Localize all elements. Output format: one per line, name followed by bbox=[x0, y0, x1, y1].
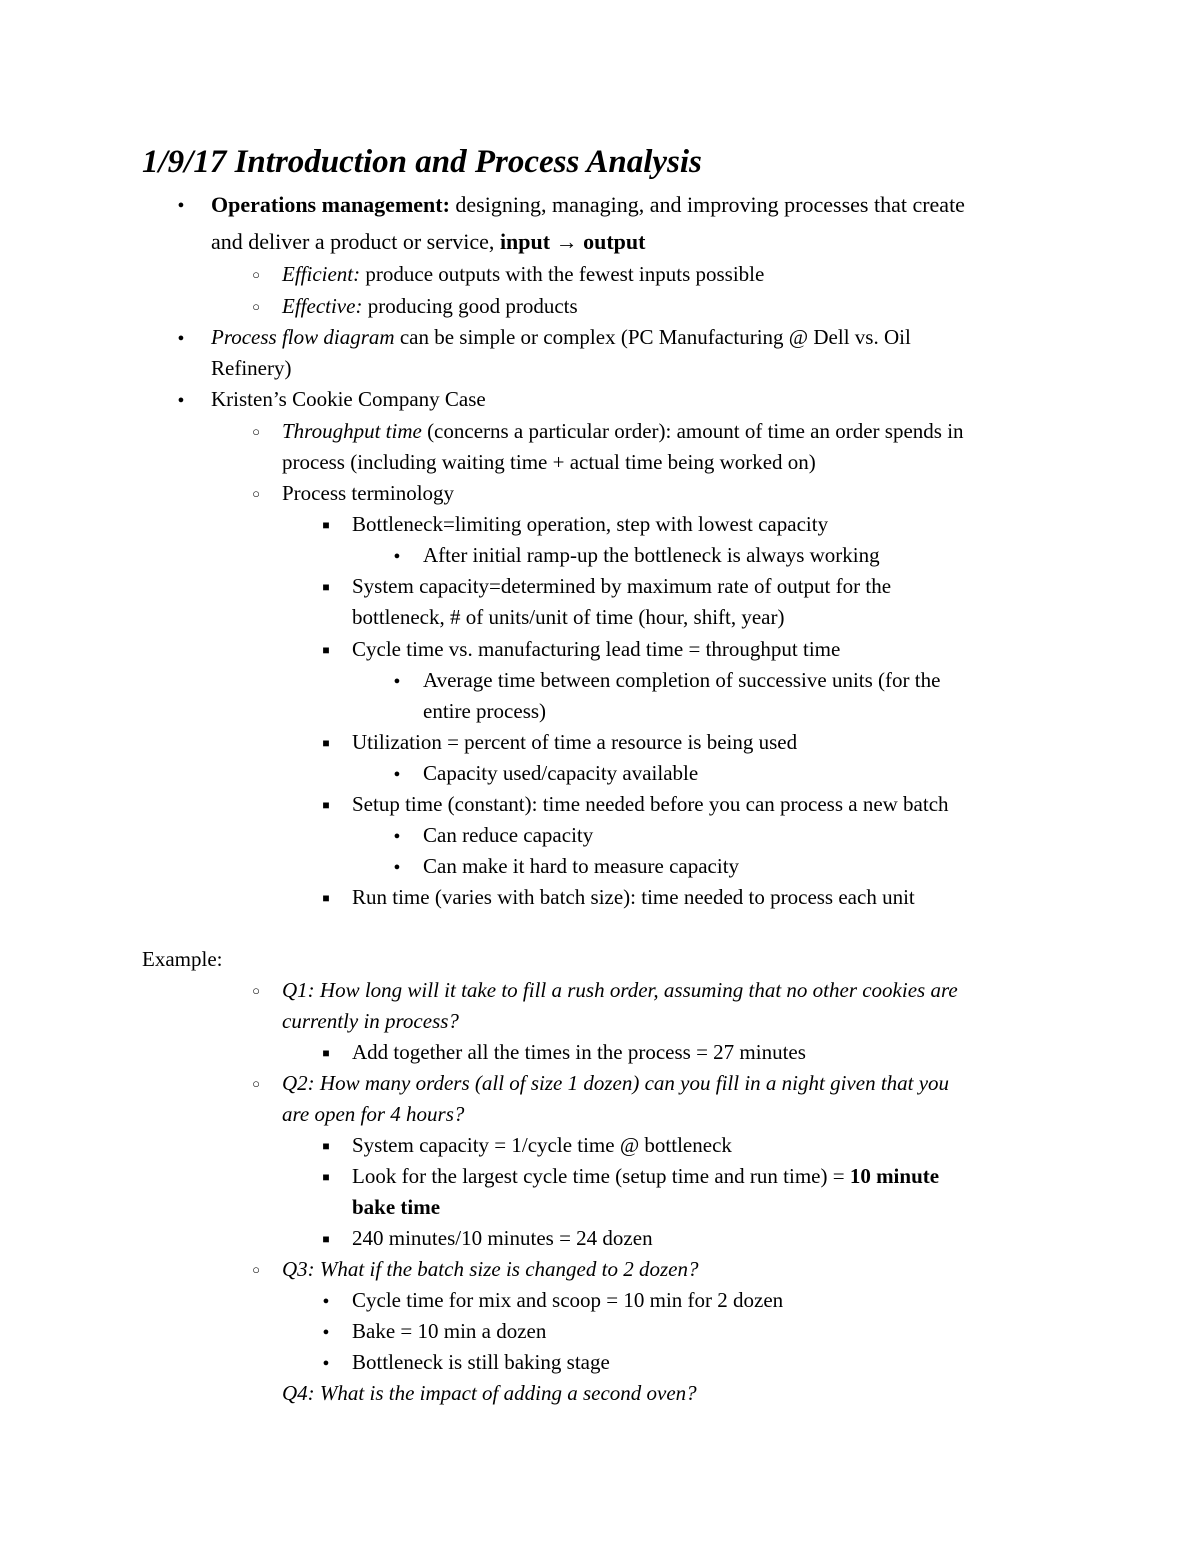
bullet-square bbox=[316, 727, 336, 759]
bullet-disc bbox=[387, 758, 407, 790]
q1-text-2: currently in process? bbox=[282, 1009, 459, 1033]
bullet-disc bbox=[387, 820, 407, 852]
q2-text-1: Q2: How many orders (all of size 1 dozen) can you fill in a night given that you bbox=[282, 1071, 950, 1095]
throughput-line-2: process (including waiting time + actual time being worked on) bbox=[282, 450, 816, 474]
terminology-line: Process terminology bbox=[282, 481, 455, 505]
bullet-circle bbox=[246, 259, 266, 290]
q2-answer-c: 240 minutes/10 minutes = 24 dozen bbox=[352, 1226, 653, 1250]
bullet-disc bbox=[316, 1316, 336, 1348]
bullet-circle bbox=[246, 291, 266, 322]
cycle-sub-line-2: entire process) bbox=[423, 699, 547, 723]
page-title: 1/9/17 Introduction and Process Analysis bbox=[142, 144, 702, 180]
throughput-term: Throughput time bbox=[282, 419, 422, 443]
q1-line-2 bbox=[282, 1006, 459, 1037]
pfd-def: can be simple or complex (PC Manufacturing @ Dell vs. Oil bbox=[394, 325, 911, 349]
effective-line bbox=[282, 291, 578, 322]
bullet-square bbox=[316, 571, 336, 603]
bullet-square bbox=[316, 1037, 336, 1069]
q1-text-1: Q1: How long will it take to fill a rush order, assuming that no other cookies are bbox=[282, 978, 958, 1002]
efficient-def: produce outputs with the fewest inputs possible bbox=[360, 262, 765, 286]
bullet-circle bbox=[246, 416, 266, 447]
bottleneck-sub-line: After initial ramp-up the bottleneck is always working bbox=[423, 543, 880, 567]
q2-line-1 bbox=[282, 1068, 949, 1099]
throughput-def: (concerns a particular order): amount of time an order spends in bbox=[421, 419, 964, 443]
bullet-circle bbox=[246, 1068, 266, 1099]
q2-answer-a: System capacity = 1/cycle time @ bottleneck bbox=[352, 1133, 732, 1157]
q2-answer-b-line-2 bbox=[352, 1192, 440, 1223]
example-label: Example: bbox=[142, 947, 223, 971]
setup-sub-line-2: Can make it hard to measure capacity bbox=[423, 854, 740, 878]
pfd-line-2: Refinery) bbox=[211, 356, 292, 380]
bullet-square bbox=[316, 1161, 336, 1193]
q2-text-2: are open for 4 hours? bbox=[282, 1102, 465, 1126]
q3-answer-c: Bottleneck is still baking stage bbox=[352, 1350, 610, 1374]
case-title: Kristen’s Cookie Company Case bbox=[211, 387, 486, 411]
bullet-square bbox=[316, 1130, 336, 1162]
q2-answer-b-text: Look for the largest cycle time (setup time and run time) = bbox=[352, 1164, 850, 1188]
bullet-square bbox=[316, 634, 336, 666]
bullet-disc bbox=[171, 322, 191, 354]
system-capacity-line-2: bottleneck, # of units/unit of time (hour, shift, year) bbox=[352, 605, 785, 629]
pfd-line-1 bbox=[211, 322, 911, 353]
ops-management-line-2 bbox=[211, 226, 645, 257]
throughput-line-1 bbox=[282, 416, 964, 447]
q3-answer-b: Bake = 10 min a dozen bbox=[352, 1319, 547, 1343]
system-capacity-line-1: System capacity=determined by maximum rate of output for the bbox=[352, 574, 892, 598]
bullet-square bbox=[316, 882, 336, 914]
utilization-sub-line: Capacity used/capacity available bbox=[423, 761, 699, 785]
q3-line bbox=[282, 1254, 698, 1285]
q1-answer: Add together all the times in the process = 27 minutes bbox=[352, 1040, 806, 1064]
q2-answer-b-bold-2: bake time bbox=[352, 1195, 441, 1219]
q3-text: Q3: What if the batch size is changed to 2 dozen? bbox=[282, 1257, 699, 1281]
bullet-square bbox=[316, 509, 336, 541]
q2-answer-b-line-1 bbox=[352, 1161, 939, 1192]
q1-line-1 bbox=[282, 975, 958, 1006]
setup-sub-line-1: Can reduce capacity bbox=[423, 823, 594, 847]
input-output: input → output bbox=[499, 229, 646, 254]
ops-management-term: Operations management: bbox=[211, 192, 450, 217]
bullet-disc bbox=[387, 665, 407, 697]
q4-text: Q4: What is the impact of adding a second oven? bbox=[282, 1381, 697, 1405]
run-time-line: Run time (varies with batch size): time needed to process each unit bbox=[352, 885, 915, 909]
q2-answer-b-bold-1: 10 minute bbox=[849, 1164, 940, 1188]
bullet-disc bbox=[316, 1347, 336, 1379]
bullet-circle bbox=[246, 975, 266, 1006]
efficient-term: Efficient: bbox=[282, 262, 361, 286]
bullet-disc bbox=[171, 189, 191, 221]
ops-management-line-1 bbox=[211, 189, 965, 220]
bullet-disc bbox=[316, 1285, 336, 1317]
bullet-disc bbox=[387, 540, 407, 572]
effective-def: producing good products bbox=[362, 294, 578, 318]
pfd-term: Process flow diagram bbox=[211, 325, 395, 349]
utilization-line: Utilization = percent of time a resource is being used bbox=[352, 730, 798, 754]
bottleneck-line: Bottleneck=limiting operation, step with lowest capacity bbox=[352, 512, 829, 536]
bullet-disc bbox=[387, 851, 407, 883]
bullet-circle bbox=[246, 1254, 266, 1285]
bullet-square bbox=[316, 1223, 336, 1255]
q3-answer-a: Cycle time for mix and scoop = 10 min for 2 dozen bbox=[352, 1288, 784, 1312]
bullet-circle bbox=[246, 478, 266, 509]
q4-line bbox=[282, 1378, 697, 1409]
ops-management-def-2: and deliver a product or service, bbox=[211, 229, 500, 254]
bullet-disc bbox=[171, 384, 191, 416]
ops-management-def: designing, managing, and improving processes that create bbox=[449, 192, 965, 217]
bullet-square bbox=[316, 789, 336, 821]
setup-time-line: Setup time (constant): time needed before you can process a new batch bbox=[352, 792, 949, 816]
efficient-line bbox=[282, 259, 764, 290]
cycle-time-line: Cycle time vs. manufacturing lead time = throughput time bbox=[352, 637, 841, 661]
cycle-sub-line-1: Average time between completion of successive units (for the bbox=[423, 668, 941, 692]
q2-line-2 bbox=[282, 1099, 464, 1130]
effective-term: Effective: bbox=[282, 294, 363, 318]
